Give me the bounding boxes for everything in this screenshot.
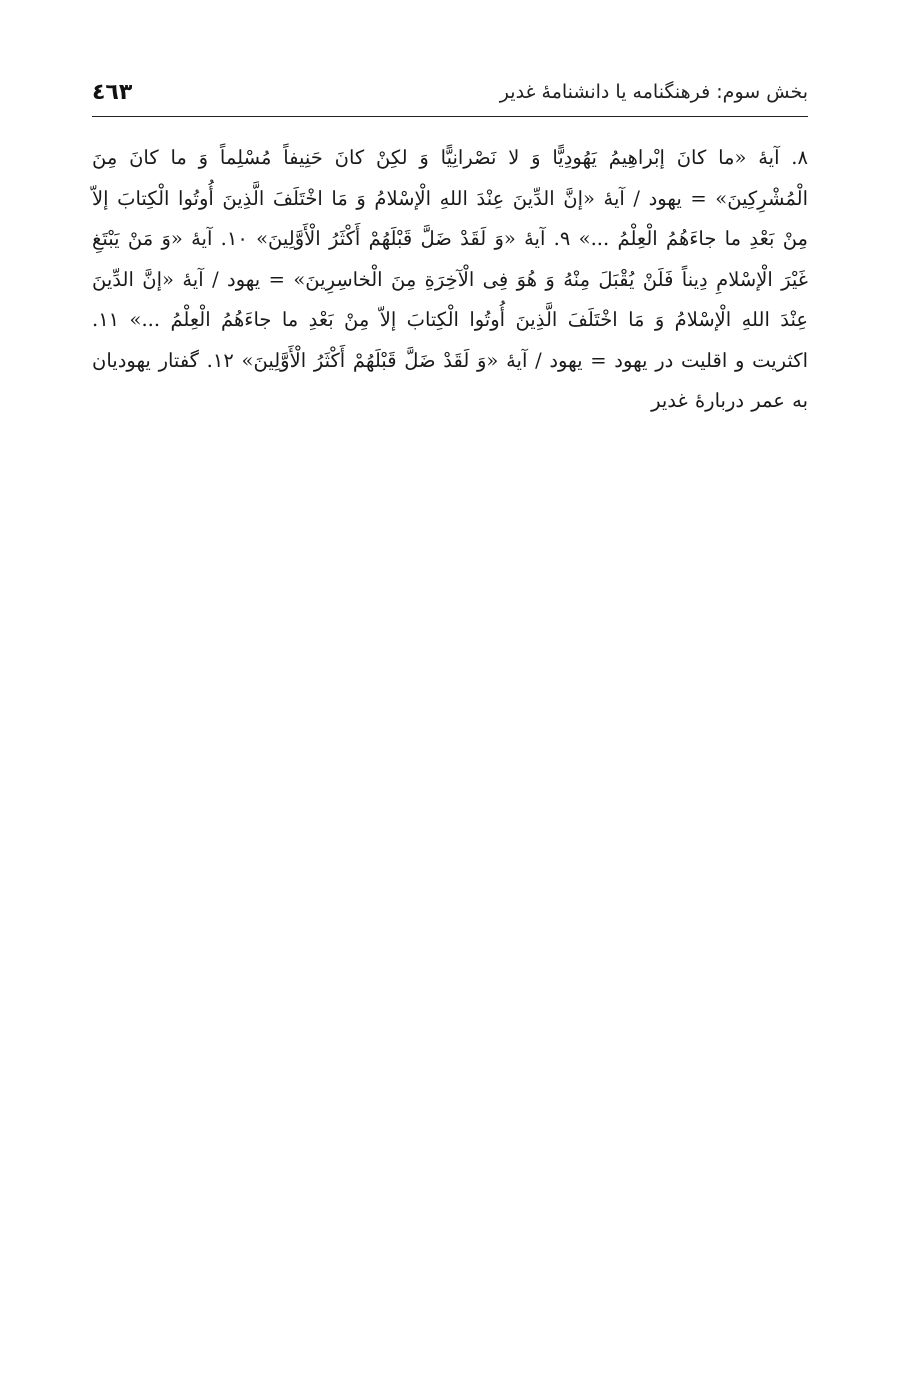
body-text [92,138,808,422]
page-header [92,72,808,112]
page-number: ٤٦٣ [92,79,133,105]
running-title: بخش سوم: فرهنگنامه یا دانشنامهٔ غدیر [499,81,808,103]
header-divider [92,116,808,117]
paragraph: ٨. آیهٔ «ما کانَ إبْراهِیمُ یَهُودِیًّا وَ لا نَصْرانِیًّا وَ لکِنْ کانَ حَنِیفاً مُسْلِماً وَ ما کانَ مِنَ الْمُشْرِکِینَ» = یهود / آیهٔ «إنَّ الدِّینَ عِنْدَ اللهِ الْإسْلامُ وَ مَا اخْتَلَفَ الَّذِینَ أُوتُوا الْکِتابَ إلاّ مِنْ بَعْدِ ما جاءَهُمُ الْعِلْمُ ...» ٩. آیهٔ «وَ لَقَدْ ضَلَّ قَبْلَهُمْ أَکْثَرُ الْأَوَّلِینَ» ١٠. آیهٔ «وَ مَنْ یَبْتَغِ غَیْرَ الْإسْلامِ دِیناً فَلَنْ یُقْبَلَ مِنْهُ وَ هُوَ فِی الْآخِرَةِ مِنَ الْخاسِرِینَ» = یهود / آیهٔ «إنَّ الدِّینَ عِنْدَ اللهِ الْإسْلامُ وَ مَا اخْتَلَفَ الَّذِینَ أُوتُوا الْکِتابَ إلاّ مِنْ بَعْدِ ما جاءَهُمُ الْعِلْمُ ...» ١١. اکثریت و اقلیت در یهود = یهود / آیهٔ «وَ لَقَدْ ضَلَّ قَبْلَهُمْ أَکْثَرُ الْأَوَّلِینَ» ١٢. گفتار یهودیان به عمر دربارهٔ غدیر [92,146,809,412]
